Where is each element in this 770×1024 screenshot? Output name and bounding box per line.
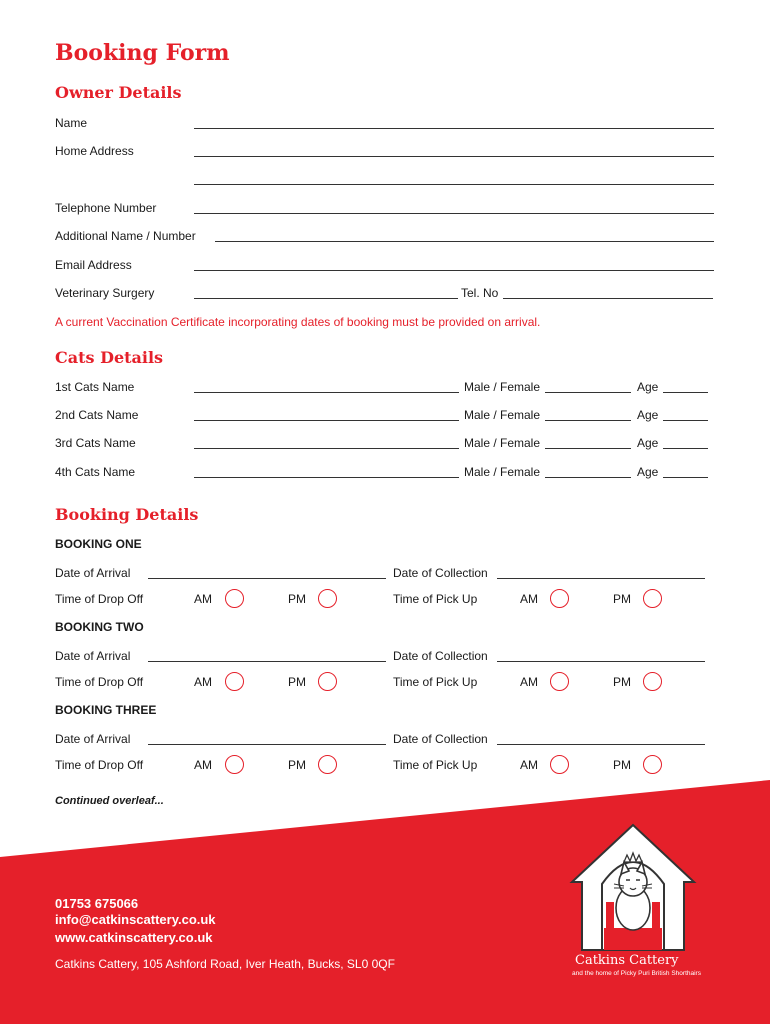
email-field[interactable] bbox=[194, 270, 714, 271]
booking-title: BOOKING THREE bbox=[55, 703, 157, 717]
vet-field[interactable] bbox=[194, 298, 458, 299]
collection-label: Date of Collection bbox=[393, 732, 488, 746]
collection-label: Date of Collection bbox=[393, 566, 488, 580]
cat-name-field[interactable] bbox=[194, 448, 459, 449]
cat-age-field[interactable] bbox=[663, 420, 708, 421]
booking-details-heading: Booking Details bbox=[55, 505, 199, 524]
dropoff-label: Time of Drop Off bbox=[55, 592, 144, 606]
cat-sex-field[interactable] bbox=[545, 448, 631, 449]
page-title: Booking Form bbox=[55, 40, 230, 66]
cat-age-field[interactable] bbox=[663, 448, 708, 449]
home-address-field-1[interactable] bbox=[194, 156, 714, 157]
cat-age-label: Age bbox=[637, 408, 659, 422]
logo-tagline: and the home of Picky Puri British Shorthairs bbox=[572, 970, 701, 977]
cattery-logo-icon bbox=[566, 822, 700, 954]
vet-label: Veterinary Surgery bbox=[55, 286, 155, 300]
arrival-label: Date of Arrival bbox=[55, 732, 131, 746]
cat-sex-label: Male / Female bbox=[464, 465, 541, 479]
footer-address: Catkins Cattery, 105 Ashford Road, Iver Heath, Bucks, SL0 0QF bbox=[55, 957, 395, 971]
dropoff-pm-radio[interactable] bbox=[318, 672, 337, 691]
collection-label: Date of Collection bbox=[393, 649, 488, 663]
pickup-label: Time of Pick Up bbox=[393, 758, 478, 772]
arrival-field[interactable] bbox=[148, 744, 386, 745]
arrival-field[interactable] bbox=[148, 578, 386, 579]
dropoff-pm-label: PM bbox=[288, 758, 306, 772]
collection-field[interactable] bbox=[497, 661, 705, 662]
continued-note: Continued overleaf... bbox=[55, 795, 164, 807]
cat-name-label: 1st Cats Name bbox=[55, 380, 135, 394]
pickup-am-label: AM bbox=[520, 758, 538, 772]
footer-phone[interactable]: 01753 675066 bbox=[55, 896, 139, 911]
arrival-field[interactable] bbox=[148, 661, 386, 662]
arrival-label: Date of Arrival bbox=[55, 649, 131, 663]
dropoff-am-radio[interactable] bbox=[225, 589, 244, 608]
cat-name-label: 4th Cats Name bbox=[55, 465, 136, 479]
pickup-pm-label: PM bbox=[613, 592, 631, 606]
vaccination-note: A current Vaccination Certificate incorporating dates of booking must be provided on arrival. bbox=[55, 315, 541, 329]
pickup-am-label: AM bbox=[520, 592, 538, 606]
footer-website[interactable]: www.catkinscattery.co.uk bbox=[55, 930, 213, 945]
cats-details-heading: Cats Details bbox=[55, 348, 164, 367]
cat-name-label: 2nd Cats Name bbox=[55, 408, 139, 422]
telephone-field[interactable] bbox=[194, 213, 714, 214]
owner-details-heading: Owner Details bbox=[55, 83, 182, 102]
collection-field[interactable] bbox=[497, 744, 705, 745]
pickup-pm-radio[interactable] bbox=[643, 672, 662, 691]
cat-name-label: 3rd Cats Name bbox=[55, 436, 136, 450]
pickup-label: Time of Pick Up bbox=[393, 592, 478, 606]
name-field[interactable] bbox=[194, 128, 714, 129]
name-label: Name bbox=[55, 116, 88, 130]
dropoff-pm-label: PM bbox=[288, 675, 306, 689]
logo-name: Catkins Cattery bbox=[575, 953, 679, 968]
dropoff-am-label: AM bbox=[194, 675, 212, 689]
home-address-field-2[interactable] bbox=[194, 184, 714, 185]
cat-sex-field[interactable] bbox=[545, 477, 631, 478]
telephone-label: Telephone Number bbox=[55, 201, 157, 215]
email-label: Email Address bbox=[55, 258, 132, 272]
cat-sex-label: Male / Female bbox=[464, 408, 541, 422]
home-address-label: Home Address bbox=[55, 144, 134, 158]
pickup-label: Time of Pick Up bbox=[393, 675, 478, 689]
cat-sex-field[interactable] bbox=[545, 392, 631, 393]
additional-contact-field[interactable] bbox=[215, 241, 714, 242]
cat-sex-label: Male / Female bbox=[464, 436, 541, 450]
cat-sex-field[interactable] bbox=[545, 420, 631, 421]
pickup-am-radio[interactable] bbox=[550, 589, 569, 608]
dropoff-label: Time of Drop Off bbox=[55, 758, 144, 772]
pickup-pm-label: PM bbox=[613, 758, 631, 772]
collection-field[interactable] bbox=[497, 578, 705, 579]
pickup-am-radio[interactable] bbox=[550, 672, 569, 691]
arrival-label: Date of Arrival bbox=[55, 566, 131, 580]
pickup-pm-label: PM bbox=[613, 675, 631, 689]
dropoff-pm-radio[interactable] bbox=[318, 589, 337, 608]
dropoff-label: Time of Drop Off bbox=[55, 675, 144, 689]
dropoff-am-radio[interactable] bbox=[225, 755, 244, 774]
cat-age-field[interactable] bbox=[663, 477, 708, 478]
cat-age-label: Age bbox=[637, 436, 659, 450]
pickup-am-radio[interactable] bbox=[550, 755, 569, 774]
pickup-am-label: AM bbox=[520, 675, 538, 689]
pickup-pm-radio[interactable] bbox=[643, 589, 662, 608]
cat-age-label: Age bbox=[637, 380, 659, 394]
cat-age-field[interactable] bbox=[663, 392, 708, 393]
additional-contact-label: Additional Name / Number bbox=[55, 229, 196, 243]
pickup-pm-radio[interactable] bbox=[643, 755, 662, 774]
dropoff-pm-label: PM bbox=[288, 592, 306, 606]
cat-name-field[interactable] bbox=[194, 392, 459, 393]
booking-title: BOOKING ONE bbox=[55, 537, 142, 551]
cat-name-field[interactable] bbox=[194, 420, 459, 421]
dropoff-am-label: AM bbox=[194, 758, 212, 772]
dropoff-pm-radio[interactable] bbox=[318, 755, 337, 774]
cat-name-field[interactable] bbox=[194, 477, 459, 478]
footer-email[interactable]: info@catkinscattery.co.uk bbox=[55, 912, 216, 927]
cat-age-label: Age bbox=[637, 465, 659, 479]
dropoff-am-radio[interactable] bbox=[225, 672, 244, 691]
booking-title: BOOKING TWO bbox=[55, 620, 144, 634]
cat-sex-label: Male / Female bbox=[464, 380, 541, 394]
vet-tel-label: Tel. No bbox=[461, 286, 499, 300]
dropoff-am-label: AM bbox=[194, 592, 212, 606]
vet-tel-field[interactable] bbox=[503, 298, 713, 299]
